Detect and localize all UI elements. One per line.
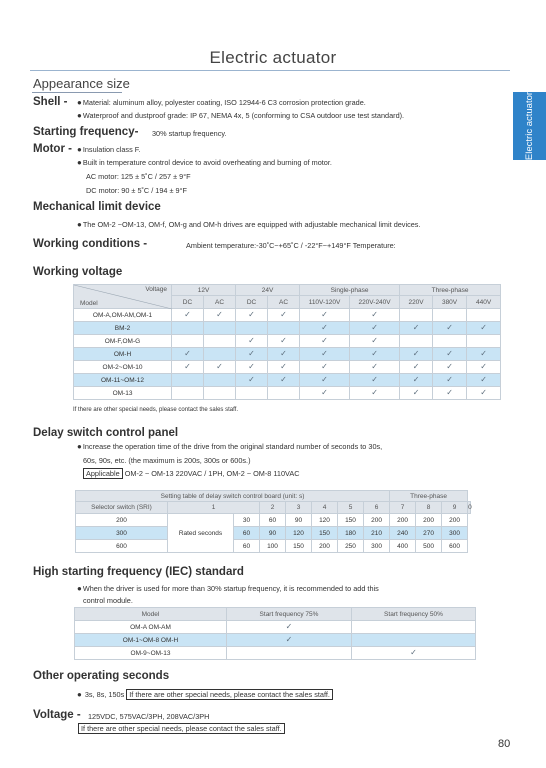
check-icon: ✓ <box>172 348 204 361</box>
check-icon: ✓ <box>433 348 467 361</box>
iec-row <box>75 634 476 647</box>
delay-value: 90 <box>260 527 286 540</box>
voltage-row-model: OM-A,OM-AM,OM-1 <box>74 309 172 322</box>
empty-cell <box>204 387 236 400</box>
iec-header-75: Start frequency 75% <box>227 608 352 621</box>
diag-model-label: Model <box>80 300 98 307</box>
voltage-row-model: OM-H <box>74 348 172 361</box>
delay-value: 120 <box>312 514 338 527</box>
check-icon: ✓ <box>236 309 268 322</box>
other-text: ● 3s, 8s, 150s If there are other special needs, please contact the sales staff. <box>77 690 333 699</box>
empty-cell <box>172 374 204 387</box>
check-icon: ✓ <box>300 348 350 361</box>
conditions-heading: Working conditions - <box>33 238 148 250</box>
iec-line-1: ● When the driver is used for more than 30% startup frequency, it is recommended to add this <box>77 584 379 593</box>
voltage-row <box>74 309 501 322</box>
working-voltage-table <box>73 284 501 400</box>
delay-table-title: Setting table of delay switch control board (unit: s) <box>76 491 390 502</box>
empty-cell <box>268 387 300 400</box>
delay-value: 200 <box>312 540 338 553</box>
check-icon: ✓ <box>300 361 350 374</box>
check-icon: ✓ <box>300 387 350 400</box>
delay-row-rated: 600 <box>76 540 168 553</box>
delay-value: 150 <box>338 514 364 527</box>
delay-row <box>76 540 471 553</box>
delay-value: 400 <box>390 540 416 553</box>
switch-position: 8 <box>416 502 442 514</box>
shell-heading: Shell - <box>33 96 68 108</box>
empty-cell <box>236 387 268 400</box>
check-icon: ✓ <box>467 374 501 387</box>
check-icon: ✓ <box>467 361 501 374</box>
voltage-subheader: 440V <box>467 296 501 309</box>
delay-applicable <box>83 469 299 478</box>
check-icon: ✓ <box>227 634 352 647</box>
delay-line-1: ● Increase the operation time of the drive from the original standard number of seconds to 30s, <box>77 442 382 451</box>
delay-value: 60 <box>234 527 260 540</box>
check-icon: ✓ <box>350 361 400 374</box>
group-24v: 24V <box>236 285 300 296</box>
empty-cell <box>433 309 467 322</box>
empty-cell <box>352 621 476 634</box>
voltage-row <box>74 387 501 400</box>
check-icon: ✓ <box>300 322 350 335</box>
check-icon: ✓ <box>236 335 268 348</box>
side-tab <box>513 92 546 160</box>
voltage-subheader: DC <box>172 296 204 309</box>
check-icon: ✓ <box>300 374 350 387</box>
check-icon: ✓ <box>350 335 400 348</box>
iec-row-model: OM-9~OM-13 <box>75 647 227 660</box>
delay-heading: Delay switch control panel <box>33 427 179 439</box>
check-icon: ✓ <box>350 374 400 387</box>
check-icon: ✓ <box>352 647 476 660</box>
delay-value: 210 <box>364 527 390 540</box>
section-title: Appearance size <box>33 76 130 91</box>
voltage-row <box>74 361 501 374</box>
voltage-row-model: OM-F,OM-G <box>74 335 172 348</box>
delay-value: 150 <box>286 540 312 553</box>
voltage-row-model: OM-13 <box>74 387 172 400</box>
delay-value: 200 <box>390 514 416 527</box>
delay-value: 120 <box>286 527 312 540</box>
check-icon: ✓ <box>350 309 400 322</box>
voltage-subheader: AC <box>268 296 300 309</box>
check-icon: ✓ <box>350 348 400 361</box>
empty-cell <box>204 348 236 361</box>
empty-cell <box>467 309 501 322</box>
starting-heading: Starting frequency- <box>33 126 139 138</box>
empty-cell <box>172 322 204 335</box>
other-contact-box: If there are other special needs, please contact the sales staff. <box>126 689 333 700</box>
delay-value: 180 <box>338 527 364 540</box>
check-icon: ✓ <box>400 374 433 387</box>
delay-value: 240 <box>390 527 416 540</box>
check-icon: ✓ <box>433 374 467 387</box>
iec-table <box>74 607 476 660</box>
empty-cell <box>204 322 236 335</box>
empty-cell <box>400 309 433 322</box>
rated-seconds-label: Rated seconds <box>168 514 234 553</box>
voltage-row <box>74 322 501 335</box>
delay-value: 60 <box>234 540 260 553</box>
mechanical-heading: Mechanical limit device <box>33 201 161 213</box>
side-tab-label: Electric actuator <box>523 91 535 161</box>
delay-value: 270 <box>416 527 442 540</box>
check-icon: ✓ <box>433 361 467 374</box>
delay-value: 200 <box>442 514 468 527</box>
voltage-subheader: 110V-120V <box>300 296 350 309</box>
delay-row-rated: 200 <box>76 514 168 527</box>
check-icon: ✓ <box>268 335 300 348</box>
empty-cell <box>352 634 476 647</box>
empty-cell <box>204 335 236 348</box>
delay-value: 200 <box>364 514 390 527</box>
motor-dc: DC motor: 90 ± 5˚C / 194 ± 9°F <box>86 186 187 195</box>
check-icon: ✓ <box>268 348 300 361</box>
voltage-heading: Voltage - <box>33 709 81 721</box>
voltage-subheader: AC <box>204 296 236 309</box>
delay-row-rated: 300 <box>76 527 168 540</box>
motor-ac: AC motor: 125 ± 5˚C / 257 ± 9°F <box>86 172 191 181</box>
motor-line-1: ● Insulation class F. <box>77 145 140 154</box>
other-heading: Other operating seconds <box>33 670 170 682</box>
empty-cell <box>400 335 433 348</box>
voltage-row-model: OM-11~OM-12 <box>74 374 172 387</box>
group-12v: 12V <box>172 285 236 296</box>
title-divider <box>30 70 510 71</box>
empty-cell <box>204 374 236 387</box>
delay-value: 300 <box>364 540 390 553</box>
switch-position: 2 <box>260 502 286 514</box>
check-icon: ✓ <box>400 322 433 335</box>
applicable-text: OM-2 ~ OM-13 220VAC / 1PH, OM-2 ~ OM-8 110VAC <box>124 469 300 478</box>
voltage-table-note: If there are other special needs, please contact the sales staff. <box>73 407 238 413</box>
check-icon: ✓ <box>268 374 300 387</box>
check-icon: ✓ <box>433 387 467 400</box>
selector-label: Selector switch (SRI) <box>76 502 168 514</box>
switch-position: 4 <box>312 502 338 514</box>
check-icon: ✓ <box>172 361 204 374</box>
group-three-phase: Three-phase <box>400 285 501 296</box>
check-icon: ✓ <box>172 309 204 322</box>
shell-line-1: ● Material: aluminum alloy, polyester coating, ISO 12944-6 C3 corrosion protection grade. <box>77 98 366 107</box>
switch-position: 1 <box>168 502 260 514</box>
delay-row <box>76 514 471 527</box>
voltage-text: 125VDC, 575VAC/3PH, 208VAC/3PH <box>88 712 210 721</box>
delay-value: 60 <box>260 514 286 527</box>
voltage-row-model: BM-2 <box>74 322 172 335</box>
iec-line-2: control module. <box>83 596 133 605</box>
check-icon: ✓ <box>300 309 350 322</box>
shell-line-2: ● Waterproof and dustproof grade: IP 67, NEMA 4x, 5 (conforming to CSA outdoor use test standard). <box>77 111 404 120</box>
iec-header-model: Model <box>75 608 227 621</box>
voltage-subheader: 220V <box>400 296 433 309</box>
iec-heading: High starting frequency (IEC) standard <box>33 566 244 578</box>
switch-position: 7 <box>390 502 416 514</box>
iec-row <box>75 621 476 634</box>
empty-cell <box>433 335 467 348</box>
check-icon: ✓ <box>400 387 433 400</box>
check-icon: ✓ <box>300 335 350 348</box>
switch-position: 0 <box>468 502 471 514</box>
conditions-text: Ambient temperature:-30˚C~+65˚C / -22°F~+149°F Temperature: <box>186 241 396 250</box>
empty-cell <box>268 322 300 335</box>
mechanical-text: ● The OM-2 ~OM-13, OM-f, OM-g and OM-h drives are equipped with adjustable mechanical limit devices. <box>77 220 420 229</box>
check-icon: ✓ <box>204 309 236 322</box>
check-icon: ✓ <box>467 348 501 361</box>
delay-row <box>76 527 471 540</box>
voltage-row <box>74 348 501 361</box>
group-single-phase: Single-phase <box>300 285 400 296</box>
empty-cell <box>172 387 204 400</box>
empty-cell <box>227 647 352 660</box>
delay-value: 300 <box>442 527 468 540</box>
iec-row-model: OM-A OM-AM <box>75 621 227 634</box>
empty-cell <box>172 335 204 348</box>
voltage-contact <box>78 724 285 733</box>
check-icon: ✓ <box>433 322 467 335</box>
delay-value: 90 <box>286 514 312 527</box>
voltage-row <box>74 335 501 348</box>
switch-position: 3 <box>286 502 312 514</box>
delay-table-phase: Three-phase <box>390 491 468 502</box>
motor-line-2: ● Built in temperature control device to avoid overheating and burning of motor. <box>77 158 332 167</box>
voltage-subheader: 380V <box>433 296 467 309</box>
page-title: Electric actuator <box>209 48 337 67</box>
empty-cell <box>467 335 501 348</box>
applicable-label: Applicable <box>83 468 123 479</box>
check-icon: ✓ <box>236 348 268 361</box>
check-icon: ✓ <box>236 374 268 387</box>
check-icon: ✓ <box>467 322 501 335</box>
delay-line-2: 60s, 90s, etc. (the maximum is 200s, 300s or 600s.) <box>83 456 251 465</box>
check-icon: ✓ <box>268 361 300 374</box>
check-icon: ✓ <box>236 361 268 374</box>
delay-value: 100 <box>260 540 286 553</box>
voltage-subheader: 220V-240V <box>350 296 400 309</box>
section-underline <box>32 92 122 93</box>
voltage-contact-box: If there are other special needs, please contact the sales staff. <box>78 723 285 734</box>
check-icon: ✓ <box>467 387 501 400</box>
delay-value: 150 <box>312 527 338 540</box>
iec-row-model: OM-1~OM-8 OM-H <box>75 634 227 647</box>
diag-voltage-label: Voltage <box>145 286 167 293</box>
page-number: 80 <box>498 738 511 750</box>
check-icon: ✓ <box>268 309 300 322</box>
switch-position: 6 <box>364 502 390 514</box>
delay-value: 30 <box>234 514 260 527</box>
delay-setting-table <box>75 490 471 553</box>
check-icon: ✓ <box>227 621 352 634</box>
check-icon: ✓ <box>400 361 433 374</box>
voltage-row <box>74 374 501 387</box>
switch-position: 5 <box>338 502 364 514</box>
starting-text: 30% startup frequency. <box>152 129 227 138</box>
delay-value: 500 <box>416 540 442 553</box>
delay-value: 250 <box>338 540 364 553</box>
check-icon: ✓ <box>400 348 433 361</box>
check-icon: ✓ <box>350 322 400 335</box>
delay-value: 200 <box>416 514 442 527</box>
check-icon: ✓ <box>350 387 400 400</box>
voltage-row-model: OM-2~OM-10 <box>74 361 172 374</box>
check-icon: ✓ <box>204 361 236 374</box>
voltage-table-heading: Working voltage <box>33 266 123 278</box>
iec-header-50: Start frequency 50% <box>352 608 476 621</box>
motor-heading: Motor - <box>33 143 72 155</box>
delay-value: 600 <box>442 540 468 553</box>
empty-cell <box>236 322 268 335</box>
iec-row <box>75 647 476 660</box>
diagonal-header <box>74 285 172 309</box>
switch-position: 9 <box>442 502 468 514</box>
voltage-subheader: DC <box>236 296 268 309</box>
